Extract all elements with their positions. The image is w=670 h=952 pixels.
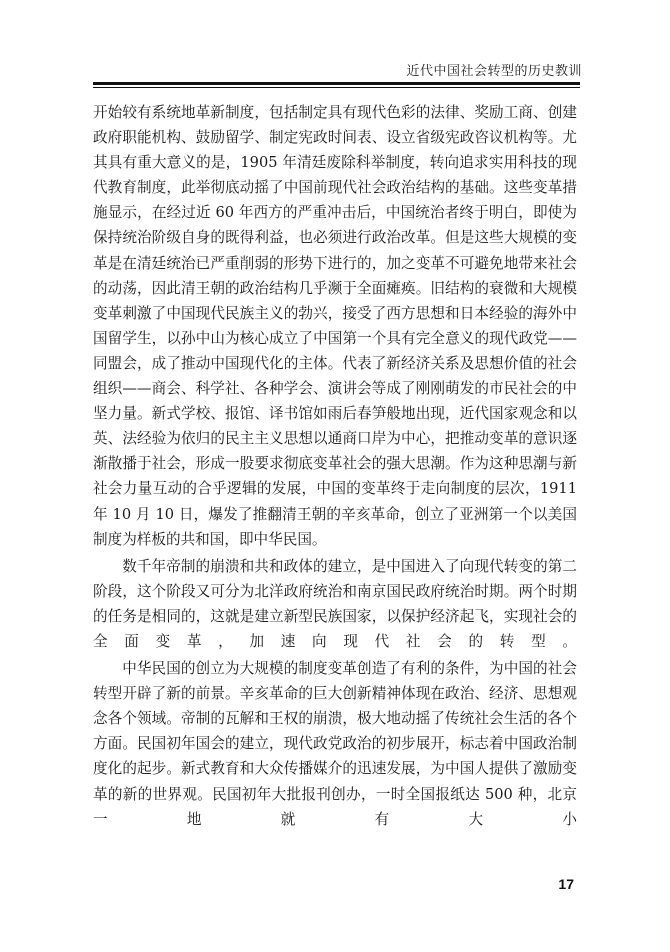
header-rule-thick	[93, 82, 580, 85]
paragraph-3: 中华民国的创立为大规模的制度变革创造了有利的条件，为中国的社会转型开辟了新的前景。辛亥革命的巨大创新精神体现在政治、经济、思想观念各个领域。帝制的瓦解和王权的崩溃，极大地动摇了传统社会生活的各个方面。民国初年国会的建立，现代政党政治的初步展开，标志着中国政治制度化的起步。新式教育和大众传播媒介的迅速发展，为中国人提供了激励变革的新的世界观。民国初年大批报刊创办，一时全国报纸达 500 种，北京一地就有大小	[93, 660, 577, 828]
running-header-title: 近代中国社会转型的历史教训	[406, 64, 582, 79]
header-rule-thin	[93, 87, 580, 88]
paragraph-1: 开始较有系统地革新制度，包括制定具有现代色彩的法律、奖励工商、创建政府职能机构、鼓励留学、制定宪政时间表、设立省级宪政咨议机构等。尤其具有重大意义的是，1905 年清廷废除科举制度，转向追求实用科技的现代教育制度，此举彻底动摇了中国前现代社会政治结构的基础。这些变革措施显示，在经过近 60 年西方的严重冲击后，中国统治者终于明白，即使为保持统治阶级自身的既得利益，也必须进行政治改革。但是这些大规模的变革是在清廷统治已严重削弱的形势下进行的，加之变革不可避免地带来社会的动荡，因此清王朝的政治结构几乎濒于全面瘫痪。旧结构的衰微和大规模变革刺激了中国现代民族主义的勃兴，接受了西方思想和日本经验的海外中国留学生，以孙中山为核心成立了中国第一个具有完全意义的现代政党——同盟会，成了推动中国现代化的主体。代表了新经济关系及思想价值的社会组织——商会、科学社、各种学会、演讲会等成了刚刚萌发的市民社会的中坚力量。新式学校、报馆、译书馆如雨后春笋般地出现，近代国家观念和以英、法经验为依归的民主主义思想以通商口岸为中心，把推动变革的意识逐渐散播于社会，形成一股要求彻底变革社会的强大思潮。作为这种思潮与新社会力量互动的合乎逻辑的发展，中国的变革终于走向制度的层次，1911 年 10 月 10 日，爆发了推翻清王朝的辛亥革命，创立了亚洲第一个以美国制度为样板的共和国，即中华民国。	[93, 104, 577, 548]
paragraph-2: 数千年帝制的崩溃和共和政体的建立，是中国进入了向现代转变的第二阶段，这个阶段又可分为北洋政府统治和南京国民政府统治时期。两个时期的任务是相同的，这就是建立新型民族国家，以保护经济起飞，实现社会的全面变革，加速向现代社会的转型。	[93, 557, 577, 650]
page-number: 17	[558, 876, 574, 892]
body-text	[93, 100, 577, 834]
